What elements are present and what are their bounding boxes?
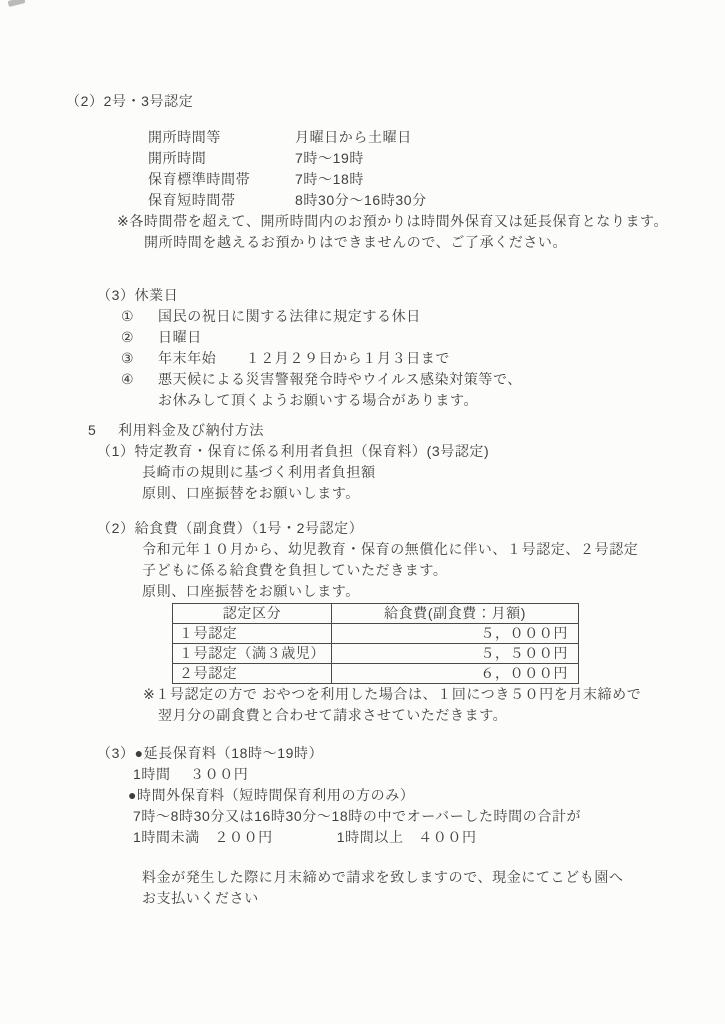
- sub2-line2: 子どもに係る給食費を負担していただきます。: [142, 562, 448, 578]
- closure-item: [121, 306, 725, 327]
- circled-number-icon: ②: [121, 329, 135, 345]
- section3-heading: （3）休業日: [97, 287, 179, 303]
- schedule-row: [148, 190, 725, 211]
- schedule-label: 保育短時間帯: [148, 192, 236, 208]
- sub2-heading: （2）給食費（副食費）（1号・2号認定）: [97, 520, 364, 536]
- closure-item-text: 悪天候による災害警報発令時やウイルス感染対策等で、: [158, 371, 522, 387]
- closing-line2: お支払いください: [142, 890, 259, 906]
- closure-item-text: 年末年始 １２月２９日から１月３日まで: [158, 350, 450, 366]
- meal-fee-table: [172, 603, 579, 684]
- section3-closure-days: [0, 285, 725, 411]
- cell-fee: ６，０００円: [332, 664, 579, 684]
- sub2-line1: 令和元年１０月から、幼児教育・保育の無償化に伴い、１号認定、２号認定: [142, 541, 639, 557]
- sub2-note-line1: ※１号認定の方で おやつを利用した場合は、１回につき５０円を月末締めで: [143, 686, 642, 702]
- sub2-meal-fee: [0, 518, 725, 726]
- schedule-value: 7時～18時: [295, 171, 364, 187]
- sub3-heading: [97, 743, 725, 764]
- section2-heading: （2）2号・3号認定: [66, 93, 194, 109]
- closure-item: [121, 348, 725, 369]
- cell-category: ２号認定: [173, 664, 332, 684]
- circled-number-icon: ①: [121, 308, 135, 324]
- section5-title: 利用料金及び納付方法: [118, 422, 264, 438]
- fee1-value: ３００円: [190, 766, 249, 782]
- operating-hours-list: [148, 127, 725, 211]
- closure-item-text: 日曜日: [158, 329, 202, 345]
- circled-number-icon: ③: [121, 350, 135, 366]
- sub1-line2: 原則、口座振替をお願いします。: [142, 485, 360, 501]
- closure-item4-continuation: お休みして頂くようお願いする場合があります。: [158, 392, 479, 408]
- schedule-value: 月曜日から土曜日: [295, 129, 412, 145]
- header-fee: 給食費(副食費：月額): [332, 604, 579, 624]
- table-row: [173, 644, 579, 664]
- sub3-bullet1: ●延長保育料（18時～19時）: [134, 745, 324, 761]
- sub3-bullet2: ●時間外保育料（短時間保育利用の方のみ）: [128, 787, 415, 803]
- sub3-prefix: （3）: [97, 745, 135, 761]
- sub1-line1: 長崎市の規則に基づく利用者負担額: [142, 464, 376, 480]
- scan-artifact: [8, 0, 26, 7]
- section5-number: 5: [88, 422, 97, 438]
- extended-fee-line: [133, 764, 725, 785]
- cell-fee: ５，０００円: [332, 624, 579, 644]
- closure-item: [121, 369, 725, 390]
- overtime-fee-line: [133, 827, 725, 848]
- cell-category: １号認定（満３歳児）: [173, 644, 332, 664]
- table-row: [173, 624, 579, 644]
- closure-item: [121, 327, 725, 348]
- table-header-row: [173, 604, 579, 624]
- schedule-label: 開所時間: [148, 150, 207, 166]
- schedule-row: [148, 127, 725, 148]
- schedule-row: [148, 169, 725, 190]
- cell-category: １号認定: [173, 624, 332, 644]
- section2-note-line1: ※各時間帯を超えて、開所時間内のお預かりは時間外保育又は延長保育となります。: [117, 213, 669, 229]
- section2-note-line2: 開所時間を越えるお預かりはできませんので、ご了承ください。: [144, 234, 568, 250]
- sub3-extended-care-fee: [0, 743, 725, 909]
- cell-fee: ５，５００円: [332, 644, 579, 664]
- schedule-value: 7時～19時: [295, 150, 364, 166]
- section5-heading: [88, 420, 725, 441]
- circled-number-icon: ④: [121, 371, 135, 387]
- table-row: [173, 664, 579, 684]
- closing-paragraph: [0, 867, 725, 909]
- header-category: 認定区分: [173, 604, 332, 624]
- sub2-note-line2: 翌月分の副食費と合わせて請求させていただきます。: [158, 707, 508, 723]
- sub2-line3: 原則、口座振替をお願いします。: [142, 583, 360, 599]
- fee2a: 1時間未満 ２００円: [133, 829, 273, 845]
- schedule-row: [148, 148, 725, 169]
- schedule-label: 保育標準時間帯: [148, 171, 251, 187]
- fee2b: 1時間以上 ４００円: [336, 829, 477, 845]
- overtime-description: 7時～8時30分又は16時30分～18時の中でオーバーした時間の合計が: [133, 808, 582, 824]
- schedule-value: 8時30分～16時30分: [295, 192, 427, 208]
- sub1-heading: （1）特定教育・保育に係る利用者負担（保育料）(3号認定): [97, 443, 490, 459]
- closure-item-text: 国民の祝日に関する法律に規定する休日: [158, 308, 421, 324]
- fee1-label: 1時間: [133, 766, 171, 782]
- schedule-label: 開所時間等: [148, 129, 221, 145]
- closing-line1: 料金が発生した際に月末締めで請求を致しますので、現金にてこども園へ: [142, 869, 624, 885]
